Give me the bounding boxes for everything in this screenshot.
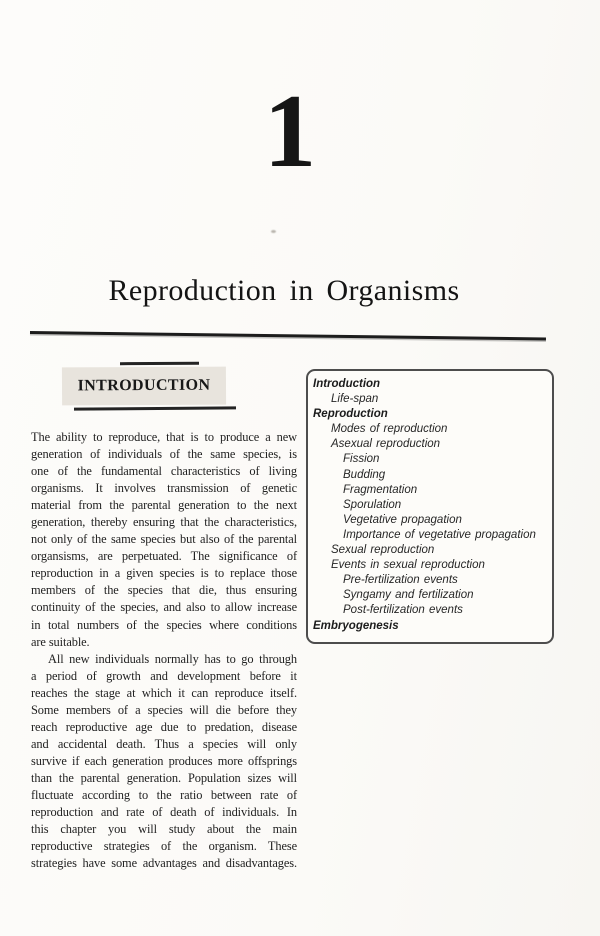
toc-item: Fragmentation [343,483,418,496]
introduction-heading-label: INTRODUCTION [77,376,211,395]
text-line: reach reproductive age due to predation, disease [31,719,297,734]
toc-item: Events in sexual reproduction [331,559,485,572]
text-line: organisms. It involves transmission of genetic [31,481,297,496]
toc-item: Importance of vegetative propagation [343,528,536,541]
toc-item: Asexual reproduction [331,438,441,451]
text-line: this chapter you will study about the main [31,822,297,837]
toc-item: Life-span [331,393,379,406]
text-line: strategies have some advantages and disadvantages. [31,856,297,871]
toc-item: Sexual reproduction [331,544,435,557]
body-text-column [31,429,297,872]
toc-item: Fission [343,453,380,466]
text-line: are suitable. [31,634,90,649]
toc-item: Reproduction [313,408,388,421]
text-line: and accidental death. Thus a species will only [31,736,297,751]
introduction-heading-underline [74,406,236,410]
toc-item: Budding [343,468,386,481]
text-line: survive if each generation produces more offsprings [31,753,297,768]
text-line: Some members of a species will die before they [31,702,297,717]
intro-paragraph-2 [31,651,297,873]
chapter-number: 1 [263,72,317,189]
toc-item: Post-fertilization events [343,604,463,617]
text-line: All new individuals normally has to go through [48,651,297,666]
chapter-title: Reproduction in Organisms [108,274,460,307]
chapter-contents-box [306,369,554,644]
text-line: reproduction and rate of death of individuals. In [31,805,297,820]
text-line: in total numbers of the species where conditions [31,617,297,632]
toc-item: Syngamy and fertilization [343,589,474,602]
text-line: members of the species that die, thus ensuring [31,583,297,598]
text-line: not only of the same species but also of the parental [31,532,297,547]
text-line: reproductive strategies of the organism. These [31,839,297,854]
title-rule [30,331,546,341]
text-line: organsisms, are perpetuated. The significance of [31,549,297,564]
text-line: fluctuate according to the ratio between rate of [31,787,297,802]
text-line: The ability to reproduce, that is to produce a new [31,430,297,444]
text-line: one of the fundamental characteristics of living [31,464,297,479]
text-line: generation, thereby ensuring that the characteristics, [31,515,297,530]
introduction-heading-box [62,367,226,406]
text-line: than the parental generation. Population sizes will [31,770,297,785]
text-line: a period of growth and development before it [31,668,297,683]
text-line: generation of individuals of the same species, is [31,447,297,462]
toc-item: Vegetative propagation [343,513,462,526]
toc-item: Introduction [313,378,381,390]
text-line: reaches the stage at which it can reproduce itself. [31,685,297,700]
toc-item: Modes of reproduction [331,423,448,436]
text-line: continuity of the species, and also to allow increase [31,600,297,615]
text-line: reproduction in a given species is to replace those [31,566,297,581]
scan-speck [271,230,276,233]
toc-item: Embryogenesis [313,619,399,632]
toc-item: Pre-fertilization events [343,574,458,587]
intro-paragraph-1 [31,429,297,651]
text-line: material from the parental generation to the next [31,498,297,513]
toc-item: Sporulation [343,498,402,511]
introduction-heading-overline [120,362,199,365]
